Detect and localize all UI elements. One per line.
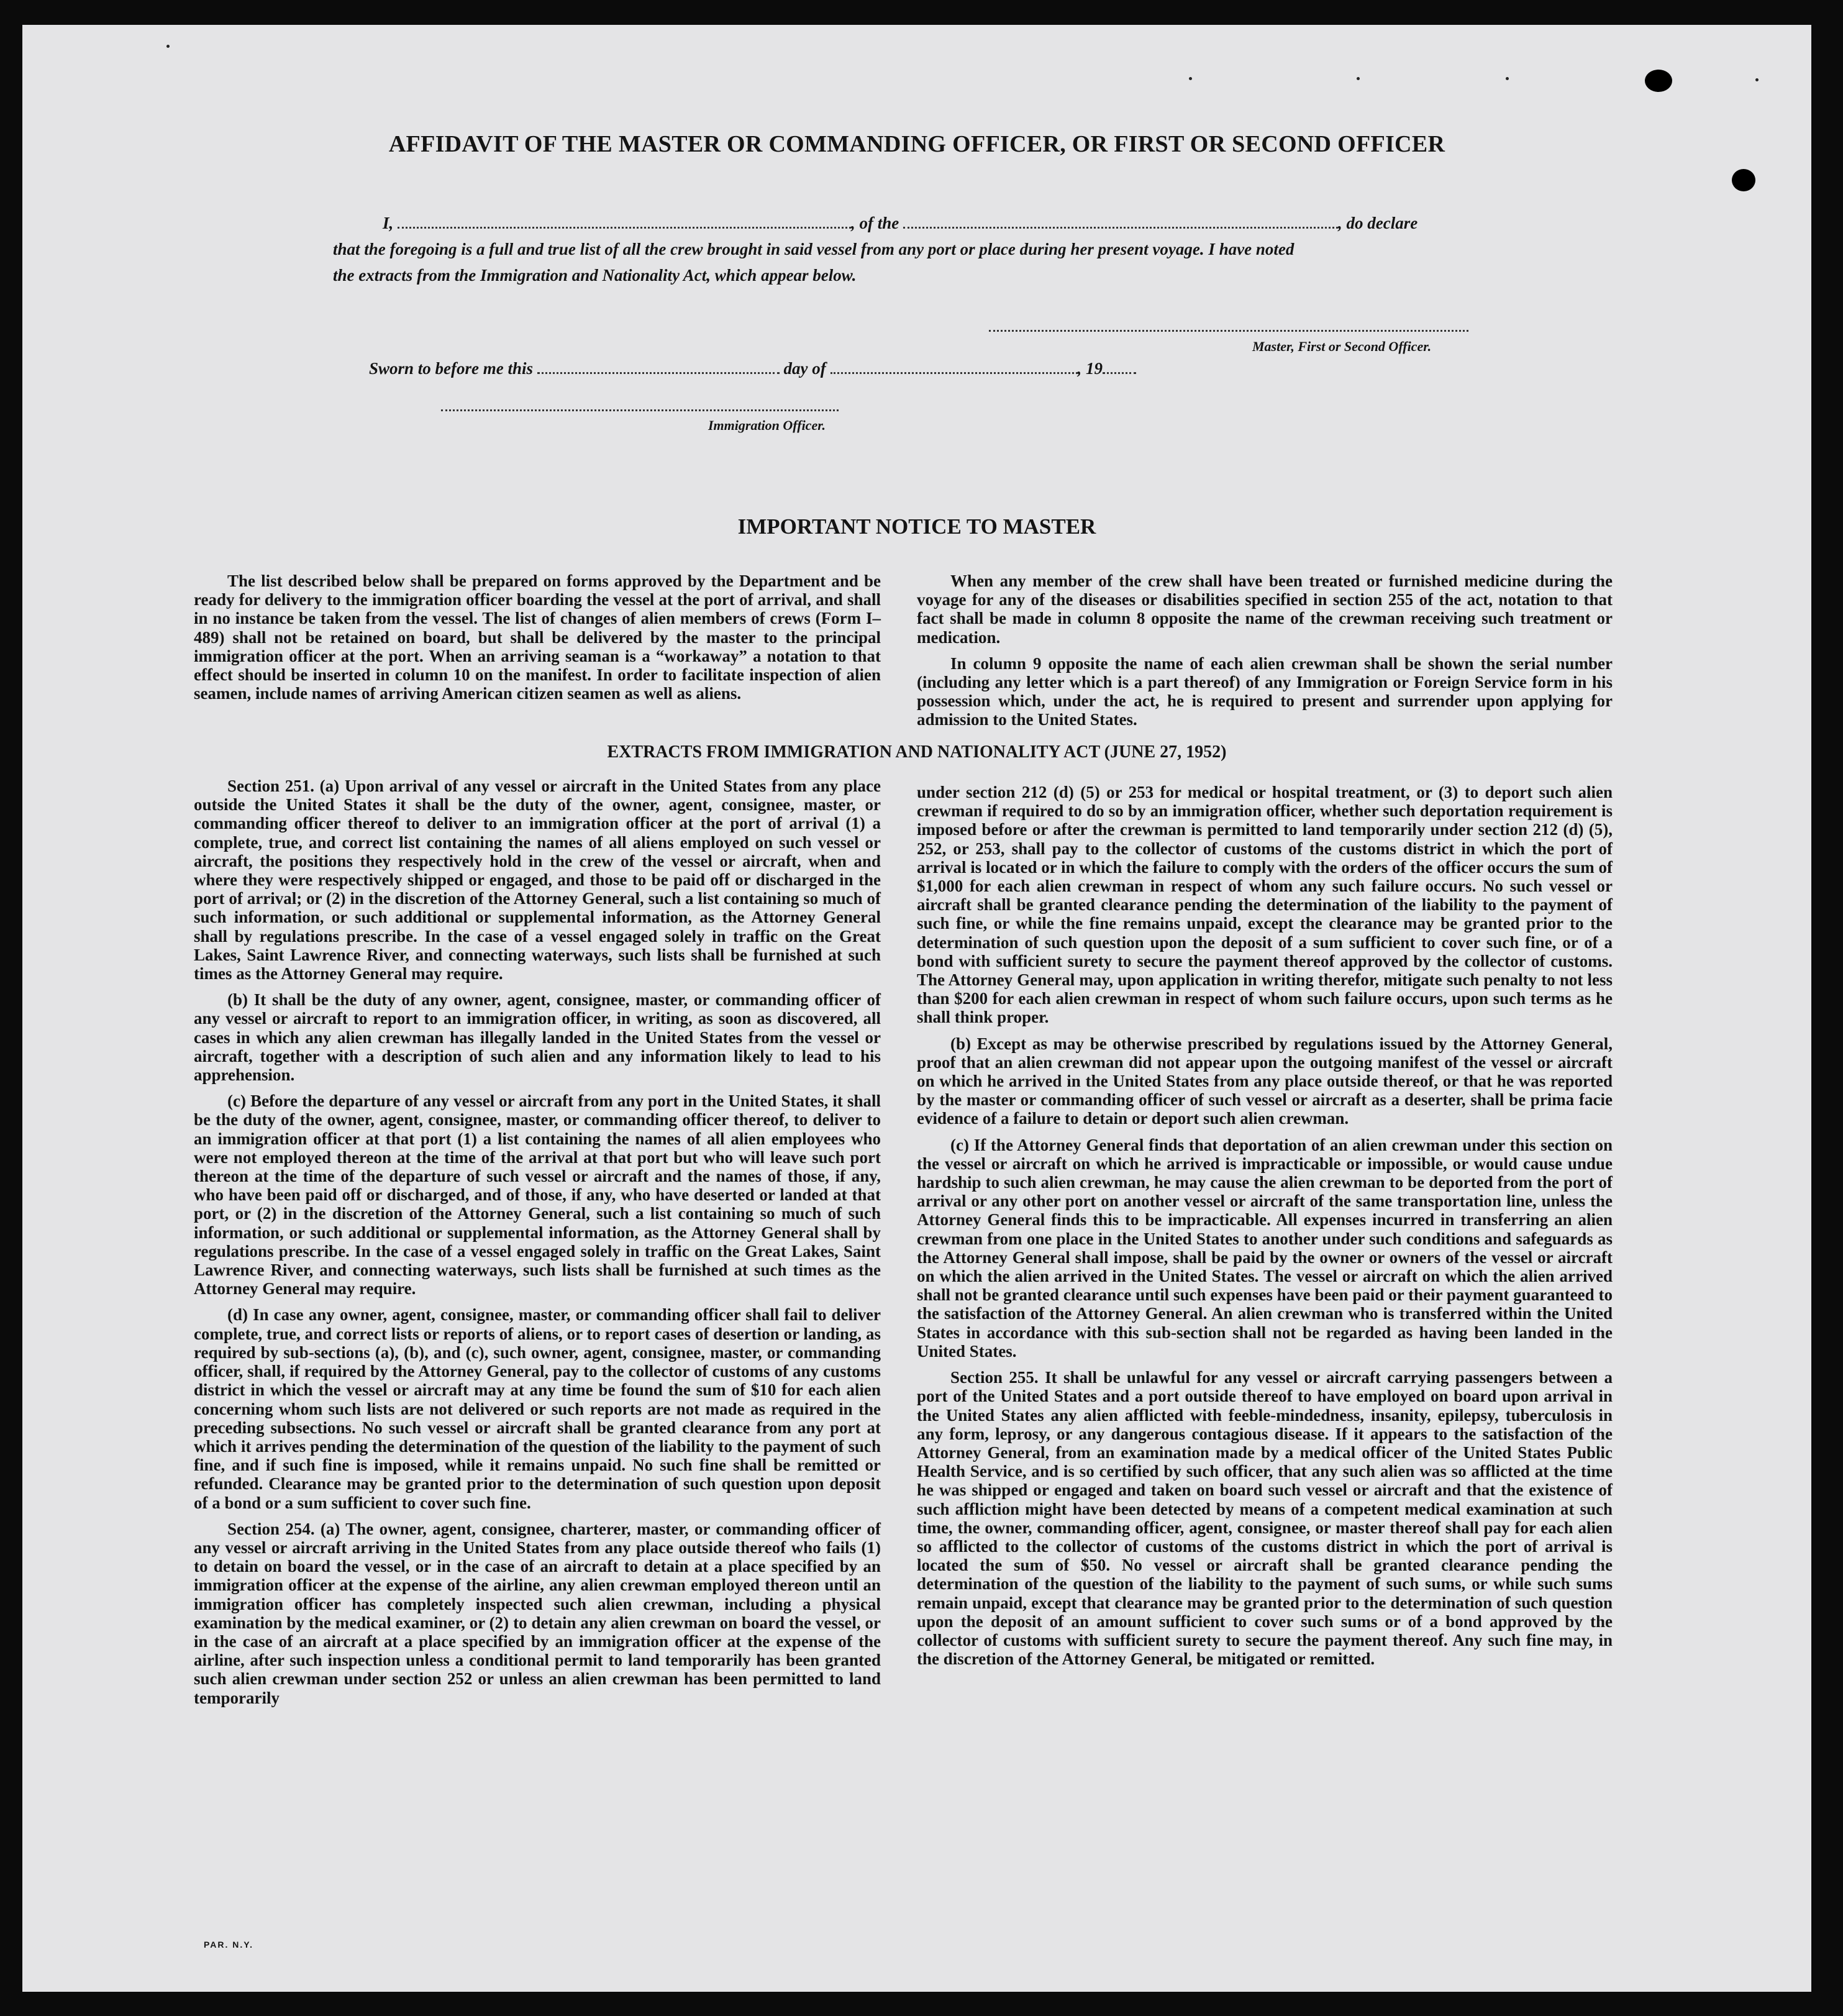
sworn-line <box>369 358 1136 378</box>
section-paragraph: Section 255. It shall be unlawful for any vessel or aircraft carrying passengers between a port of the United States and a port outside thereof to have employed on board upon arrival in the United States any alien afflicted with feeble-mindedness, insanity, epilepsy, tuberculosis in any form, leprosy, or any dangerous contagious disease. If it appears to the satisfaction of the Attorney General, from an examination made by a medical officer of the United States Public Health Service, and is so certified by such officer, that any such alien was so afflicted at the time he was shipped or engaged and taken on board such vessel or aircraft and that the existence of such affliction might have been detected by means of a competent medical examination at such time, the owner, commanding officer, agent, consignee, or master thereof shall pay for each alien so afflicted to the collector of customs of the customs district in which the port of arrival is located the sum of $50. No vessel or aircraft shall be granted clearance pending the determination of the question of the liability to the payment of such sums, or while such sums remain unpaid, except that clearance may be granted prior to the determination of such question upon the deposit of an amount sufficient to cover such sums or of a bond approved by the collector of customs with sufficient surety to secure the payment thereof. Any such fine may, in the discretion of the Attorney General, be mitigated or remitted. <box>917 1368 1613 1669</box>
section-paragraph: under section 212 (d) (5) or 253 for medical or hospital treatment, or (3) to deport such alien crewman if required to do so by an immigration officer, whether such deportation requirement is imposed before or after the crewman is permitted to land temporarily under section 212 (d) (5), 252, or 253, shall pay to the collector of customs of the customs district in which the port of arrival is located or in which the failure to comply with the orders of the officer occurs the sum of $1,000 for each alien crewman in respect of whom any such failure occurs. No such vessel or aircraft shall be granted clearance pending the determination of the liability to the payment of such fine, or while the fine remains unpaid, except the clearance may be granted prior to the determination of such question upon the deposit of a sum sufficient to cover such fine, or of a bond with sufficient surety to secure the payment thereof approved by the collector of customs. The Attorney General may, upon application in writing therefor, mitigate such penalty to not less than $200 for each alien crewman in respect of whom such failure occurs, upon such terms as he shall think proper. <box>917 783 1613 1027</box>
declaration-statement-line-2: the extracts from the Immigration and Nationality Act, which appear below. <box>333 266 857 285</box>
scan-speck <box>1357 77 1360 80</box>
declaration-line <box>383 213 1418 233</box>
of-the-label: , of the <box>851 214 899 232</box>
notice-title: IMPORTANT NOTICE TO MASTER <box>737 514 1096 539</box>
master-signature-line[interactable] <box>989 330 1468 332</box>
printer-code: PAR. N.Y. <box>204 1940 253 1950</box>
sworn-day-field[interactable] <box>537 358 780 374</box>
notice-paragraph: The list described below shall be prepared on forms approved by the Department and be ready for delivery to the immigration officer boarding the vessel at the port of arrival, and shall in no instance be taken from the vessel. The list of changes of alien members of crews (Form I–489) shall not be retained on board, but shall be delivered by the master to the principal immigration officer at the port. When an arriving seaman is a “workaway” a notation to that effect should be inserted in column 10 on the manifest. In order to facilitate inspection of alien seamen, include names of arriving American citizen seamen as well as aliens. <box>194 572 881 703</box>
notice-left-column <box>194 572 881 710</box>
i-label: I, <box>383 214 394 232</box>
declaration-statement-line-1: that the foregoing is a full and true list of all the crew brought in said vessel from any port or place during her present voyage. I have noted <box>333 240 1295 258</box>
do-declare-label: , do declare <box>1338 214 1418 232</box>
section-paragraph: (d) In case any owner, agent, consignee, master, or commanding officer shall fail to deliver complete, true, and correct lists or reports of aliens, or to report cases of desertion or landing, as required by sub-sections (a), (b), and (c), such owner, agent, consignee, master, or commanding officer, shall, if required by the Attorney General, pay to the collector of customs of any customs district in which the vessel or aircraft may at any time be found the sum of $10 for each alien concerning whom such lists are not delivered or such reports are not made as required in the preceding subsections. No such vessel or aircraft shall be granted clearance from any port at which it arrives pending the determination of the question of the liability to the payment of such fine, and if such fine is imposed, while it remains unpaid. No such fine shall be remitted or refunded. Clearance may be granted prior to the determination of such question upon deposit of a bond or a sum sufficient to cover such fine. <box>194 1305 881 1512</box>
year-label: , 19 <box>1077 359 1103 378</box>
scan-speck <box>166 45 170 48</box>
master-signature-caption: Master, First or Second Officer. <box>1252 339 1432 354</box>
affidavit-title: AFFIDAVIT OF THE MASTER OR COMMANDING OFFICER, OR FIRST OR SECOND OFFICER <box>388 131 1445 157</box>
scan-speck <box>1755 78 1759 81</box>
ink-blot <box>1732 169 1755 191</box>
section-paragraph: (b) Except as may be otherwise prescribed by regulations issued by the Attorney General, proof that an alien crewman did not appear upon the outgoing manifest of the vessel or aircraft on which he arrived in the United States from any place outside thereof, or that he was reported by the master or commanding officer of such vessel or aircraft as a deserter, shall be prima facie evidence of a failure to detain or deport such alien crewman. <box>917 1034 1613 1128</box>
immigration-officer-signature-line[interactable] <box>441 409 839 411</box>
section-paragraph: (b) It shall be the duty of any owner, agent, consignee, master, or commanding officer of any vessel or aircraft to report to an immigration officer, in writing, as soon as discovered, all cases in which any alien crewman has illegally landed in the United States from the vessel or aircraft, together with a description of such alien and any information likely to lead to his apprehension. <box>194 990 881 1085</box>
scan-speck <box>1506 77 1509 80</box>
scanned-document-page <box>22 25 1811 1992</box>
section-paragraph: Section 251. (a) Upon arrival of any vessel or aircraft in the United States from any place outside the United States it shall be the duty of the owner, agent, consignee, master, or commanding officer thereof to deliver to an immigration officer at the port of arrival (1) a complete, true, and correct list containing the names of all aliens employed on such vessel or aircraft, the positions they respectively hold in the crew of the vessel or aircraft, when and where they were respectively shipped or engaged, and those to be paid off or discharged in the port of arrival; or (2) in the discretion of the Attorney General, such a list containing so much of such information, or such additional or supplemental information, as the Attorney General shall by regulations prescribe. In the case of a vessel engaged solely in traffic on the Great Lakes, Saint Lawrence River, and connecting waterways, such lists shall be furnished at such times as the Attorney General may require. <box>194 777 881 983</box>
sworn-label: Sworn to before me this <box>369 359 534 378</box>
sworn-year-field[interactable] <box>1103 358 1136 374</box>
notice-paragraph: When any member of the crew shall have been treated or furnished medicine during the voyage for any of the diseases or disabilities specified in section 255 of the act, notation to that fact shall be made in column 8 opposite the name of the crewman receiving such treatment or medication. <box>917 572 1613 647</box>
extracts-left-column <box>194 777 881 1715</box>
officer-name-field[interactable] <box>398 213 851 229</box>
ink-blot <box>1645 70 1672 92</box>
section-paragraph: Section 254. (a) The owner, agent, consignee, charterer, master, or commanding officer of any vessel or aircraft arriving in the United States from any place outside thereof who fails (1) to detain on board the vessel, or in the case of an aircraft to detain at a place specified by an immigration officer at the expense of the airline, any alien crewman employed thereon until an immigration officer has completely inspected such alien crewman, including a physical examination by the medical examiner, or (2) to detain any alien crewman on board the vessel, or in the case of an aircraft at a place specified by an immigration officer at the expense of the airline, after such inspection unless a conditional permit to land temporarily has been granted such alien crewman under section 252 or unless an alien crewman has been permitted to land temporarily <box>194 1519 881 1707</box>
notice-paragraph: In column 9 opposite the name of each alien crewman shall be shown the serial number (including any letter which is a part thereof) of any Immigration or Foreign Service form in his possession which, under the act, he is required to present and surrender upon applying for admission to the United States. <box>917 654 1613 729</box>
extracts-right-column <box>917 783 1613 1676</box>
scan-speck <box>1189 77 1192 80</box>
sworn-month-field[interactable] <box>830 358 1078 374</box>
extracts-title: EXTRACTS FROM IMMIGRATION AND NATIONALITY ACT (JUNE 27, 1952) <box>607 742 1227 762</box>
section-paragraph: (c) Before the departure of any vessel or aircraft from any port in the United States, it shall be the duty of the owner, agent, consignee, master, or commanding officer thereof, to deliver to an immigration officer at that port (1) a list containing the names of all alien employees who were not employed thereon at the time of the arrival at that port but who will leave such port thereon at the time of the departure of such vessel or aircraft and the names of those, if any, who have been paid off or discharged, and of those, if any, who have deserted or landed at that port, or (2) in the discretion of the Attorney General, such a list containing so much of such information, or such additional or supplemental information, as the Attorney General shall by regulations prescribe. In the case of a vessel engaged solely in traffic on the Great Lakes, Saint Lawrence River, and connecting waterways, such lists shall be furnished at such times as the Attorney General may require. <box>194 1092 881 1298</box>
notice-right-column <box>917 572 1613 737</box>
vessel-name-field[interactable] <box>903 213 1338 229</box>
immigration-officer-caption: Immigration Officer. <box>708 417 826 433</box>
section-paragraph: (c) If the Attorney General finds that deportation of an alien crewman under this section on the vessel or aircraft on which he arrived is impracticable or impossible, or would cause undue hardship to such alien crewman, he may cause the alien crewman to be deported from the port of arrival or any other port on another vessel or aircraft of the same transportation line, unless the Attorney General finds this to be impracticable. All expenses incurred in transferring an alien crewman from one place in the United States to another under such conditions and safeguards as the Attorney General shall impose, shall be paid by the owner or owners of the vessel or aircraft on which the alien arrived in the United States. The vessel or aircraft on which the alien arrived shall not be granted clearance until such expenses have been paid or their payment guaranteed to the satisfaction of the Attorney General. An alien crewman who is transferred within the United States in accordance with this sub-section shall not be regarded as having been landed in the United States. <box>917 1135 1613 1361</box>
day-of-label: day of <box>783 359 826 378</box>
